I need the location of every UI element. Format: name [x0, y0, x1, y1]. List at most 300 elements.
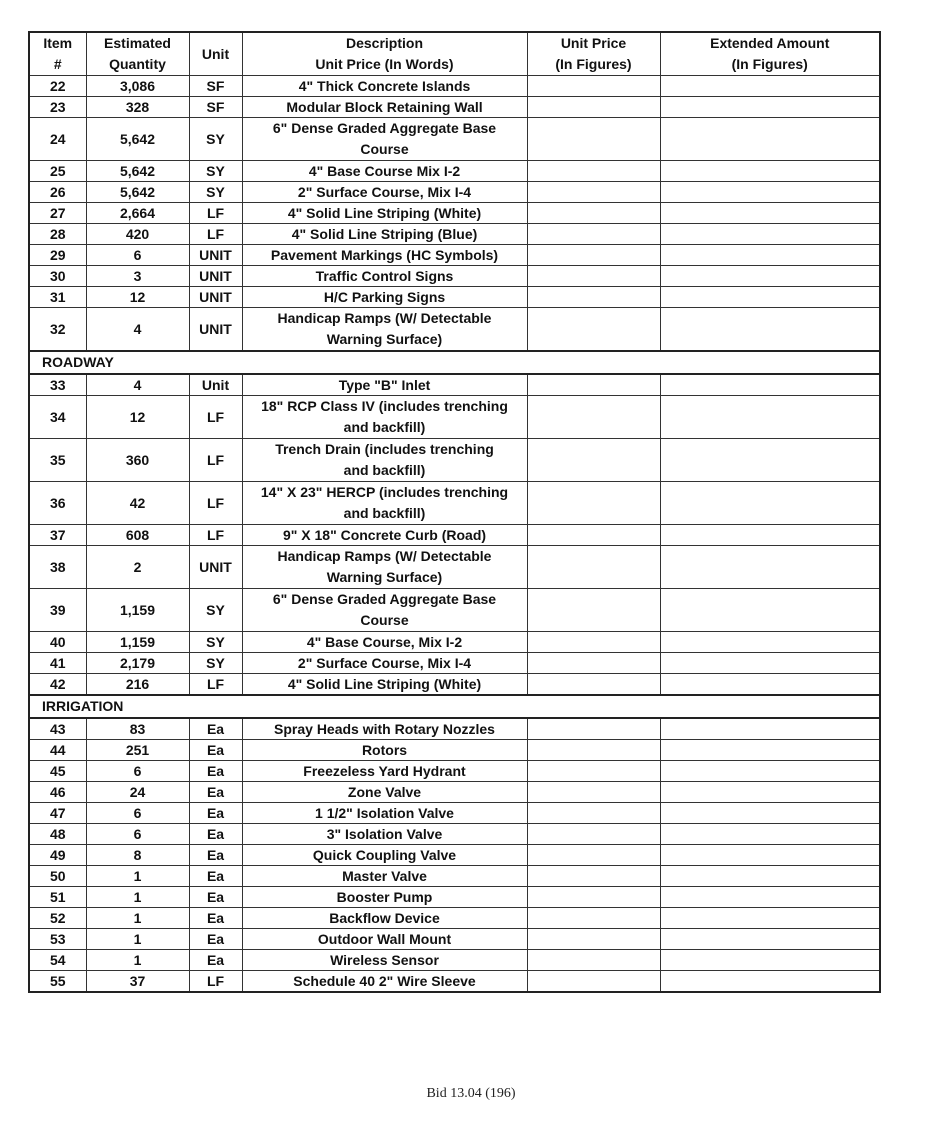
- quantity-cell: 1: [86, 950, 189, 971]
- description-cell: [242, 824, 527, 845]
- extended-amount-cell[interactable]: [660, 887, 880, 908]
- unit-price-cell[interactable]: [527, 97, 660, 118]
- unit-price-cell[interactable]: [527, 118, 660, 161]
- unit-price-cell[interactable]: [527, 308, 660, 352]
- unit-cell: SY: [189, 118, 242, 161]
- extended-amount-cell[interactable]: [660, 866, 880, 887]
- description-cell: [242, 653, 527, 674]
- header-quantity-line1: Estimated: [104, 35, 171, 51]
- item-number-cell: 33: [29, 374, 86, 396]
- item-number-cell: 28: [29, 224, 86, 245]
- extended-amount-cell[interactable]: [660, 908, 880, 929]
- unit-cell: Ea: [189, 950, 242, 971]
- item-number-cell: 53: [29, 929, 86, 950]
- extended-amount-cell[interactable]: [660, 245, 880, 266]
- unit-cell: LF: [189, 971, 242, 993]
- description-line: Course: [360, 141, 409, 157]
- quantity-cell: 2,664: [86, 203, 189, 224]
- item-number-cell: 40: [29, 632, 86, 653]
- unit-price-cell[interactable]: [527, 203, 660, 224]
- description-line: H/C Parking Signs: [323, 289, 446, 305]
- table-row: [29, 782, 880, 803]
- description-cell: [242, 803, 527, 824]
- extended-amount-cell[interactable]: [660, 761, 880, 782]
- description-line: Warning Surface): [326, 331, 443, 347]
- unit-price-cell[interactable]: [527, 929, 660, 950]
- unit-cell: Ea: [189, 908, 242, 929]
- table-row: [29, 632, 880, 653]
- description-line: Freezeless Yard Hydrant: [303, 763, 466, 779]
- item-number-cell: 35: [29, 439, 86, 482]
- table-row: [29, 482, 880, 525]
- unit-cell: SY: [189, 182, 242, 203]
- unit-cell: SY: [189, 653, 242, 674]
- table-row: [29, 308, 880, 352]
- table-row: [29, 76, 880, 97]
- item-number-cell: 46: [29, 782, 86, 803]
- quantity-cell: 1,159: [86, 589, 189, 632]
- description-cell: [242, 97, 527, 118]
- description-line: 6" Dense Graded Aggregate Base: [272, 120, 497, 136]
- page-footer: Bid 13.04 (196): [426, 1086, 516, 1101]
- header-description-line2: Unit Price (In Words): [315, 56, 454, 72]
- item-number-cell: 42: [29, 674, 86, 696]
- extended-amount-cell[interactable]: [660, 525, 880, 546]
- extended-amount-cell[interactable]: [660, 374, 880, 396]
- description-cell: [242, 439, 527, 482]
- description-line: Handicap Ramps (W/ Detectable: [277, 310, 492, 326]
- header-description-line1: Description: [345, 35, 423, 51]
- unit-price-cell[interactable]: [527, 761, 660, 782]
- description-line: 4" Thick Concrete Islands: [298, 78, 471, 94]
- quantity-cell: 1: [86, 887, 189, 908]
- quantity-cell: 4: [86, 374, 189, 396]
- quantity-cell: 1: [86, 929, 189, 950]
- extended-amount-cell[interactable]: [660, 203, 880, 224]
- description-cell: [242, 396, 527, 439]
- header-quantity: [86, 32, 189, 76]
- item-number-cell: 23: [29, 97, 86, 118]
- item-number-cell: 54: [29, 950, 86, 971]
- table-row: [29, 589, 880, 632]
- item-number-cell: 24: [29, 118, 86, 161]
- unit-price-cell[interactable]: [527, 224, 660, 245]
- item-number-cell: 27: [29, 203, 86, 224]
- extended-amount-cell[interactable]: [660, 161, 880, 182]
- description-cell: [242, 908, 527, 929]
- item-number-cell: 52: [29, 908, 86, 929]
- description-cell: [242, 740, 527, 761]
- extended-amount-cell[interactable]: [660, 718, 880, 740]
- description-line: 3" Isolation Valve: [326, 826, 443, 842]
- extended-amount-cell[interactable]: [660, 482, 880, 525]
- item-number-cell: 55: [29, 971, 86, 993]
- unit-price-cell[interactable]: [527, 887, 660, 908]
- header-quantity-line2: Quantity: [109, 56, 166, 72]
- extended-amount-cell[interactable]: [660, 971, 880, 993]
- item-number-cell: 37: [29, 525, 86, 546]
- header-extended-line2: (In Figures): [731, 56, 808, 72]
- table-row: [29, 374, 880, 396]
- description-cell: [242, 632, 527, 653]
- quantity-cell: 216: [86, 674, 189, 696]
- table-row: [29, 718, 880, 740]
- section-header-row: [29, 695, 880, 718]
- table-row: [29, 653, 880, 674]
- extended-amount-cell[interactable]: [660, 929, 880, 950]
- extended-amount-cell[interactable]: [660, 824, 880, 845]
- description-line: Outdoor Wall Mount: [317, 931, 452, 947]
- description-cell: [242, 118, 527, 161]
- unit-cell: SY: [189, 589, 242, 632]
- description-cell: [242, 482, 527, 525]
- unit-cell: Ea: [189, 929, 242, 950]
- unit-cell: UNIT: [189, 287, 242, 308]
- description-line: and backfill): [343, 462, 426, 478]
- table-row: [29, 866, 880, 887]
- unit-price-cell[interactable]: [527, 653, 660, 674]
- unit-price-cell[interactable]: [527, 950, 660, 971]
- extended-amount-cell[interactable]: [660, 632, 880, 653]
- item-number-cell: 31: [29, 287, 86, 308]
- description-cell: [242, 266, 527, 287]
- description-cell: [242, 203, 527, 224]
- description-line: Rotors: [361, 742, 408, 758]
- unit-price-cell[interactable]: [527, 439, 660, 482]
- item-number-cell: 25: [29, 161, 86, 182]
- item-number-cell: 48: [29, 824, 86, 845]
- quantity-cell: 5,642: [86, 182, 189, 203]
- extended-amount-cell[interactable]: [660, 308, 880, 352]
- table-row: [29, 546, 880, 589]
- description-line: Booster Pump: [336, 889, 433, 905]
- description-cell: [242, 546, 527, 589]
- quantity-cell: 1: [86, 908, 189, 929]
- quantity-cell: 5,642: [86, 161, 189, 182]
- header-unit-price-line2: (In Figures): [555, 56, 632, 72]
- table-row: [29, 887, 880, 908]
- header-extended-amount: [660, 32, 880, 76]
- extended-amount-cell[interactable]: [660, 287, 880, 308]
- quantity-cell: 328: [86, 97, 189, 118]
- unit-price-cell[interactable]: [527, 740, 660, 761]
- description-line: Backflow Device: [329, 910, 440, 926]
- description-cell: [242, 782, 527, 803]
- table-row: [29, 97, 880, 118]
- item-number-cell: 38: [29, 546, 86, 589]
- description-cell: [242, 718, 527, 740]
- quantity-cell: 2: [86, 546, 189, 589]
- item-number-cell: 49: [29, 845, 86, 866]
- quantity-cell: 251: [86, 740, 189, 761]
- table-row: [29, 674, 880, 696]
- table-row: [29, 845, 880, 866]
- description-cell: [242, 182, 527, 203]
- header-row: [29, 32, 880, 76]
- table-row: [29, 182, 880, 203]
- table-row: [29, 761, 880, 782]
- description-line: Type "B" Inlet: [338, 377, 431, 393]
- description-line: Traffic Control Signs: [315, 268, 454, 284]
- table-row: [29, 396, 880, 439]
- unit-cell: SF: [189, 97, 242, 118]
- unit-price-cell[interactable]: [527, 908, 660, 929]
- extended-amount-cell[interactable]: [660, 97, 880, 118]
- quantity-cell: 8: [86, 845, 189, 866]
- description-line: 9" X 18" Concrete Curb (Road): [282, 527, 487, 543]
- item-number-cell: 50: [29, 866, 86, 887]
- item-number-cell: 34: [29, 396, 86, 439]
- table-row: [29, 287, 880, 308]
- quantity-cell: 6: [86, 803, 189, 824]
- extended-amount-cell[interactable]: [660, 76, 880, 97]
- quantity-cell: 2,179: [86, 653, 189, 674]
- header-item: [29, 32, 86, 76]
- unit-price-cell[interactable]: [527, 161, 660, 182]
- extended-amount-cell[interactable]: [660, 224, 880, 245]
- quantity-cell: 1: [86, 866, 189, 887]
- description-line: Course: [360, 612, 409, 628]
- unit-price-cell[interactable]: [527, 589, 660, 632]
- extended-amount-cell[interactable]: [660, 653, 880, 674]
- description-line: and backfill): [343, 419, 426, 435]
- description-cell: [242, 674, 527, 696]
- unit-price-cell[interactable]: [527, 782, 660, 803]
- unit-price-cell[interactable]: [527, 674, 660, 696]
- unit-cell: SF: [189, 76, 242, 97]
- description-cell: [242, 76, 527, 97]
- unit-cell: Ea: [189, 761, 242, 782]
- unit-price-cell[interactable]: [527, 718, 660, 740]
- unit-cell: LF: [189, 439, 242, 482]
- quantity-cell: 6: [86, 245, 189, 266]
- extended-amount-cell[interactable]: [660, 118, 880, 161]
- item-number-cell: 22: [29, 76, 86, 97]
- unit-price-cell[interactable]: [527, 525, 660, 546]
- description-line: 2" Surface Course, Mix I-4: [297, 184, 472, 200]
- description-cell: [242, 971, 527, 993]
- quantity-cell: 5,642: [86, 118, 189, 161]
- description-line: 2" Surface Course, Mix I-4: [297, 655, 472, 671]
- description-line: Pavement Markings (HC Symbols): [270, 247, 499, 263]
- item-number-cell: 44: [29, 740, 86, 761]
- header-item-line1: Item: [43, 35, 73, 51]
- table-row: [29, 224, 880, 245]
- quantity-cell: 12: [86, 287, 189, 308]
- description-line: Quick Coupling Valve: [312, 847, 457, 863]
- unit-cell: Ea: [189, 824, 242, 845]
- description-line: and backfill): [343, 505, 426, 521]
- table-row: [29, 950, 880, 971]
- unit-price-cell[interactable]: [527, 824, 660, 845]
- table-body: [29, 76, 880, 993]
- unit-cell: LF: [189, 482, 242, 525]
- table-row: [29, 245, 880, 266]
- quantity-cell: 24: [86, 782, 189, 803]
- quantity-cell: 83: [86, 718, 189, 740]
- description-cell: [242, 950, 527, 971]
- description-line: 4" Solid Line Striping (White): [287, 205, 482, 221]
- quantity-cell: 6: [86, 761, 189, 782]
- description-cell: [242, 374, 527, 396]
- extended-amount-cell[interactable]: [660, 845, 880, 866]
- item-number-cell: 41: [29, 653, 86, 674]
- quantity-cell: 3: [86, 266, 189, 287]
- description-line: Warning Surface): [326, 569, 443, 585]
- unit-cell: LF: [189, 203, 242, 224]
- header-unit-price: [527, 32, 660, 76]
- section-header-row: [29, 351, 880, 374]
- description-line: Wireless Sensor: [330, 952, 439, 968]
- description-line: 4" Base Course Mix I-2: [308, 163, 461, 179]
- header-unit: Unit: [189, 32, 242, 76]
- item-number-cell: 30: [29, 266, 86, 287]
- description-line: 4" Solid Line Striping (White): [287, 676, 482, 692]
- extended-amount-cell[interactable]: [660, 589, 880, 632]
- section-title: IRRIGATION: [29, 695, 880, 718]
- table-row: [29, 439, 880, 482]
- table-row: [29, 118, 880, 161]
- description-line: Handicap Ramps (W/ Detectable: [277, 548, 492, 564]
- description-cell: [242, 929, 527, 950]
- bid-schedule-table: [28, 31, 881, 993]
- quantity-cell: 608: [86, 525, 189, 546]
- header-unit-price-line1: Unit Price: [560, 35, 627, 51]
- header-extended-line1: Extended Amount: [710, 35, 830, 51]
- item-number-cell: 43: [29, 718, 86, 740]
- description-cell: [242, 287, 527, 308]
- header-item-line2: #: [53, 56, 62, 72]
- table-row: [29, 908, 880, 929]
- description-line: 4" Solid Line Striping (Blue): [291, 226, 478, 242]
- table-row: [29, 525, 880, 546]
- description-line: 14" X 23" HERCP (includes trenching: [260, 484, 509, 500]
- description-line: Master Valve: [342, 868, 427, 884]
- quantity-cell: 420: [86, 224, 189, 245]
- quantity-cell: 3,086: [86, 76, 189, 97]
- quantity-cell: 360: [86, 439, 189, 482]
- section-title: ROADWAY: [29, 351, 880, 374]
- unit-price-cell[interactable]: [527, 287, 660, 308]
- description-line: 4" Base Course, Mix I-2: [306, 634, 463, 650]
- quantity-cell: 42: [86, 482, 189, 525]
- unit-price-cell[interactable]: [527, 546, 660, 589]
- description-cell: [242, 308, 527, 352]
- header-description: [242, 32, 527, 76]
- item-number-cell: 26: [29, 182, 86, 203]
- unit-price-cell[interactable]: [527, 245, 660, 266]
- unit-price-cell[interactable]: [527, 803, 660, 824]
- item-number-cell: 39: [29, 589, 86, 632]
- extended-amount-cell[interactable]: [660, 182, 880, 203]
- quantity-cell: 6: [86, 824, 189, 845]
- item-number-cell: 32: [29, 308, 86, 352]
- unit-cell: LF: [189, 525, 242, 546]
- unit-cell: Ea: [189, 866, 242, 887]
- extended-amount-cell[interactable]: [660, 546, 880, 589]
- description-line: Trench Drain (includes trenching: [275, 441, 494, 457]
- unit-cell: UNIT: [189, 546, 242, 589]
- description-cell: [242, 845, 527, 866]
- unit-price-cell[interactable]: [527, 266, 660, 287]
- unit-cell: UNIT: [189, 308, 242, 352]
- description-cell: [242, 161, 527, 182]
- unit-cell: UNIT: [189, 266, 242, 287]
- table-row: [29, 803, 880, 824]
- unit-cell: LF: [189, 674, 242, 696]
- description-cell: [242, 761, 527, 782]
- extended-amount-cell[interactable]: [660, 803, 880, 824]
- unit-cell: Ea: [189, 887, 242, 908]
- table-row: [29, 824, 880, 845]
- quantity-cell: 37: [86, 971, 189, 993]
- unit-price-cell[interactable]: [527, 866, 660, 887]
- unit-cell: Ea: [189, 803, 242, 824]
- extended-amount-cell[interactable]: [660, 674, 880, 696]
- unit-price-cell[interactable]: [527, 374, 660, 396]
- extended-amount-cell[interactable]: [660, 396, 880, 439]
- unit-cell: LF: [189, 224, 242, 245]
- item-number-cell: 29: [29, 245, 86, 266]
- unit-price-cell[interactable]: [527, 396, 660, 439]
- table-row: [29, 161, 880, 182]
- description-line: 18" RCP Class IV (includes trenching: [261, 398, 508, 414]
- description-cell: [242, 245, 527, 266]
- unit-price-cell[interactable]: [527, 632, 660, 653]
- unit-cell: SY: [189, 632, 242, 653]
- extended-amount-cell[interactable]: [660, 439, 880, 482]
- quantity-cell: 4: [86, 308, 189, 352]
- unit-price-cell[interactable]: [527, 76, 660, 97]
- table-row: [29, 971, 880, 993]
- table-row: [29, 203, 880, 224]
- description-line: Spray Heads with Rotary Nozzles: [274, 721, 495, 737]
- table-row: [29, 929, 880, 950]
- item-number-cell: 36: [29, 482, 86, 525]
- item-number-cell: 47: [29, 803, 86, 824]
- unit-cell: Ea: [189, 718, 242, 740]
- description-line: 6" Dense Graded Aggregate Base: [272, 591, 497, 607]
- quantity-cell: 1,159: [86, 632, 189, 653]
- unit-cell: Unit: [189, 374, 242, 396]
- unit-cell: UNIT: [189, 245, 242, 266]
- unit-price-cell[interactable]: [527, 971, 660, 993]
- description-line: 1 1/2" Isolation Valve: [315, 805, 454, 821]
- quantity-cell: 12: [86, 396, 189, 439]
- unit-cell: LF: [189, 396, 242, 439]
- description-cell: [242, 589, 527, 632]
- table-row: [29, 740, 880, 761]
- description-cell: [242, 887, 527, 908]
- description-line: Schedule 40 2" Wire Sleeve: [293, 973, 476, 989]
- extended-amount-cell[interactable]: [660, 266, 880, 287]
- unit-price-cell[interactable]: [527, 182, 660, 203]
- unit-price-cell[interactable]: [527, 482, 660, 525]
- table-row: [29, 266, 880, 287]
- item-number-cell: 51: [29, 887, 86, 908]
- unit-cell: Ea: [189, 845, 242, 866]
- item-number-cell: 45: [29, 761, 86, 782]
- description-cell: [242, 224, 527, 245]
- unit-cell: SY: [189, 161, 242, 182]
- description-cell: [242, 866, 527, 887]
- description-line: Modular Block Retaining Wall: [286, 99, 483, 115]
- extended-amount-cell[interactable]: [660, 782, 880, 803]
- extended-amount-cell[interactable]: [660, 740, 880, 761]
- unit-price-cell[interactable]: [527, 845, 660, 866]
- extended-amount-cell[interactable]: [660, 950, 880, 971]
- description-cell: [242, 525, 527, 546]
